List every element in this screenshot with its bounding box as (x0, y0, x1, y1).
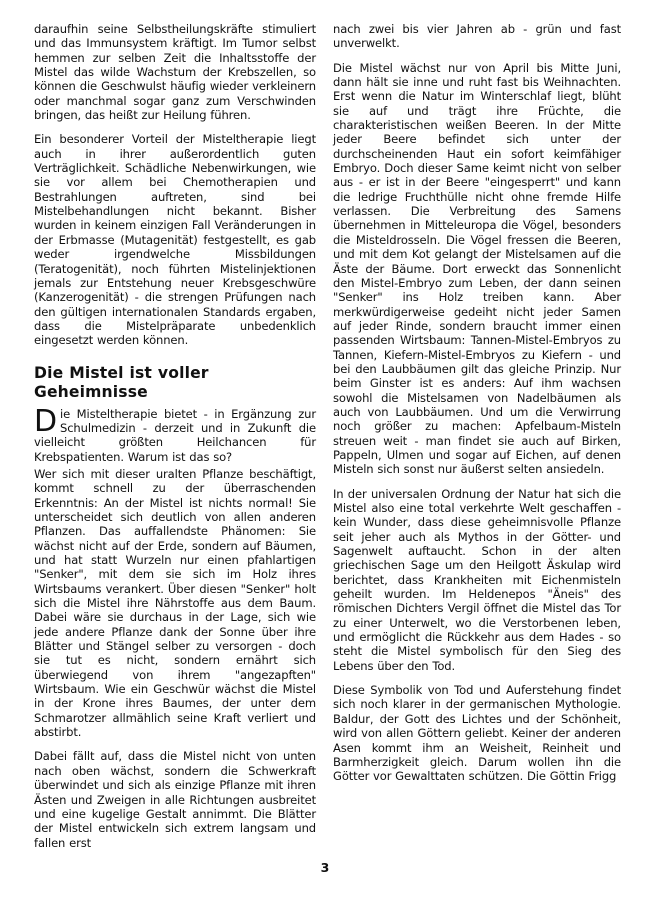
paragraph-self-healing: daraufhin seine Selbstheilungskräfte stimuliert und das Immunsystem kräftigt. Im Tumor selbst hemmen zur selben Zeit die Inhaltsstoffe der Mistel das wilde Wachstum der Krebszellen, so können die Geschwulst häufig wieder verkleinern oder manchmal sogar ganz zum Verschwinden bringen, das heißt zur Heilung führen. (34, 22, 316, 123)
paragraph-phenomenon: Wer sich mit dieser uralten Pflanze beschäftigt, kommt schnell zu der überraschenden Erkenntnis: An der Mistel ist nichts normal! Sie unterscheidet sich deutlich von allen anderen Pflanzen. Das auffallendste Phänomen: Sie wächst nicht auf der Erde, sondern auf Bäumen, und hat statt Wurzeln nur einen pfahlartigen "Senker", mit dem sie sich im Holz ihres Wirtsbaums verankert. Über diesen "Senker" holt sich die Mistel ihre Nährstoffe aus dem Baum. Dabei wäre sie durchaus in der Lage, sich wie jede andere Pflanze dank der Sonne über ihre Blätter und Stängel selber zu versorgen - doch sie tut es nicht, sondern ernährt sich überwiegend von ihrem "angezapften" Wirtsbaum. Wie ein Geschwür wächst die Mistel in der Krone ihres Baumes, der unter dem Schmarotzer allmählich seine Kraft verliert und abstirbt. (34, 466, 316, 740)
paragraph-leaves: nach zwei bis vier Jahren ab - grün und fast unverwelkt. (333, 22, 621, 51)
paragraph-growth: Dabei fällt auf, dass die Mistel nicht von unten nach oben wächst, sondern die Schwerkraft überwindet und sich als einzige Pflanze mit ihren Ästen und Zweigen in alle Richtungen ausbreitet und eine kugelige Gestalt annimmt. Die Blätter der Mistel entwickeln sich extrem langsam und fallen erst (34, 749, 316, 850)
paragraph-mythology: In der universalen Ordnung der Natur hat sich die Mistel also eine total verkehrte Welt geschaffen - kein Wunder, dass diese geheimnisvolle Pflanze seit jeher auch als Mythos in der Götter- und Sagenwelt auftaucht. Schon in der alten griechischen Sage um den Heilgott Äskulap wird berichtet, dass Krankheiten mit Eichenmisteln geheilt wurden. Im Heldenepos "Äneis" des römischen Dichters Vergil öffnet die Mistel das Tor zu einer Unterwelt, wo die Verstorbenen leben, und ermöglicht die Rückkehr aus dem Hades - so steht die Mistel symbolisch für den Sieg des Lebens über den Tod. (333, 486, 621, 673)
left-column (34, 22, 316, 860)
drop-cap: D (34, 403, 57, 439)
paragraph-tolerability: Ein besonderer Vorteil der Misteltherapie liegt auch in ihrer außerordentlich guten Verträglichkeit. Schädliche Nebenwirkungen, wie sie vor allem bei Chemotherapien und Bestrahlungen auftreten, sind bei Mistelbehandlungen nicht bekannt. Bisher wurden in keinem einzigen Fall Veränderungen in der Erbmasse (Mutagenität) festgestellt, es gab weder irgendwelche Missbildungen (Teratogenität), noch führten Mistelinjektionen jemals zur Entstehung neuer Krebsgeschwüre (Kanzerogenität) - die strengen Prüfungen nach den gültigen internationalen Standards ergaben, dass die Mistelpräparate unbedenklich eingesetzt werden können. (34, 132, 316, 348)
section-heading: Die Mistel ist voller Geheimnisse (34, 363, 209, 401)
right-column (333, 22, 621, 794)
paragraph-intro-text: ie Misteltherapie bietet - in Ergänzung zur Schulmedizin - derzeit und in Zukunft die vielleicht größten Heilchancen für Krebspatienten. Warum ist das so? (34, 406, 316, 464)
page-number: 3 (320, 860, 330, 875)
paragraph-intro (34, 403, 316, 464)
paragraph-germanic-myth: Diese Symbolik von Tod und Auferstehung findet sich noch klarer in der germanischen Mythologie. Baldur, der Gott des Lichtes und der Schönheit, wird von allen Göttern geliebt. Keiner der anderen Asen kommt ihm an Weisheit, Reinheit und Barmherzigkeit gleich. Darum wollen ihn die Götter vor Gewalttaten schützen. Die Göttin Frigg (333, 683, 621, 784)
paragraph-berries: Die Mistel wächst nur von April bis Mitte Juni, dann hält sie inne und ruht fast bis Weihnachten. Erst wenn die Natur im Winterschlaf liegt, blüht sie auf und trägt ihre Früchte, die charakteristischen weißen Beeren. In der Mitte jeder Beere befindet sich unter der durchscheinenden Haut ein sofort keimfähiger Embryo. Doch dieser Same keimt nicht von selber aus - er ist in der Beere "eingesperrt" und kann die ledrige Fruchthülle nicht ohne fremde Hilfe verlassen. Die Verbreitung des Samens übernehmen in Mitteleuropa die Vögel, besonders die Misteldrosseln. Die Vögel fressen die Beeren, und mit dem Kot gelangt der Mistelsamen auf die Äste der Bäume. Dort erweckt das Sonnenlicht den Mistel-Embryo zum Leben, der dann seinen "Senker" ins Holz treiben kann. Aber merkwürdigerweise gedeiht nicht jeder Samen auf jeder Rinde, sondern braucht immer einen passenden Wirtsbaum: Tannen-Mistel-Embryos zu Tannen, Kiefern-Mistel-Embryos zu Kiefern - und bei den Laubbäumen gilt das gleiche Prinzip. Nur beim Ginster ist es anders: Auf ihm wachsen sowohl die Mistelsamen von Nadelbäumen als auch von Laubbäumen. Und um die Verwirrung noch größer zu machen: Apfelbaum-Misteln streuen weit - man findet sie auch auf Birken, Pappeln, Ulmen und sogar auf Eichen, auf denen Misteln sich sonst nur äußerst selten ansiedeln. (333, 60, 621, 477)
